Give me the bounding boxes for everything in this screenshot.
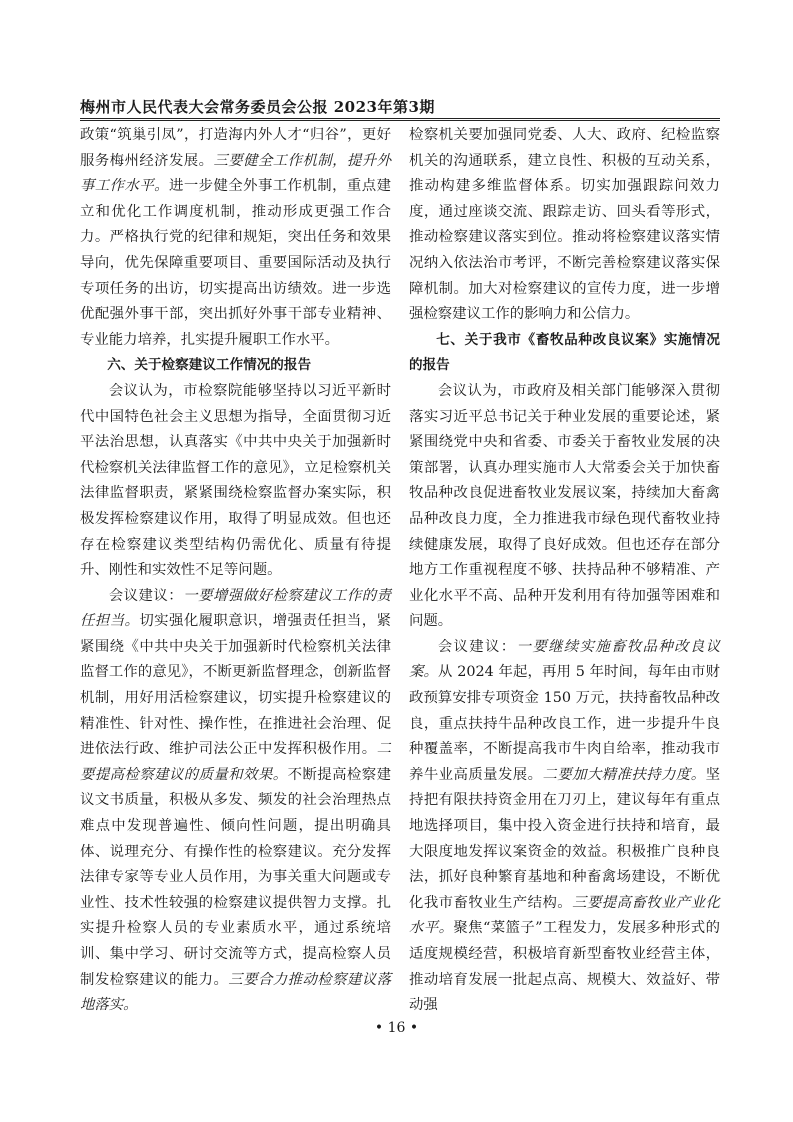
right-column — [409, 123, 720, 1019]
text-run: 不断提高检察建议文书质量，积极从多发、频发的社会治理热点难点中发现普遍性、倾向性问题，提出明确具体、说理充分、有操作性的检察建议。充分发挥法律专家等专业人员作用，为事关重大问题或专业性、技术性较强的检察建议提供智力支撑。扎实提升检察人员的专业素质水平，通过系统培训、集中学习、研讨交流等方式，提高检察人员制发检察建议的能力。 — [80, 766, 391, 988]
page-header: 梅州市人民代表大会常务委员会公报 2023年第3期 — [80, 98, 435, 116]
text-run: 聚焦“菜篮子”工程发力，发展多种形式的适度规模经营，积极培育新型畜牧业经营主体，推动培育发展一批起点高、规模大、效益好、带动强 — [409, 920, 720, 1014]
emphasis-run: 一要增强做好检察建议工作的责任担当。 — [80, 587, 391, 630]
text-run: 从 2024 年起，再用 5 年时间，每年由市财政预算安排专项资金 150 万元，扶持畜牧品种改良，重点扶持牛品种改良工作，进一步提升牛良种覆盖率，不断提高我市牛肉自给率，推动我市养牛业高质量发展。 — [409, 664, 720, 783]
paragraph: 检察机关要加强同党委、人大、政府、纪检监察机关的沟通联系，建立良性、积极的互动关系，推动构建多维监督体系。切实加强跟踪问效力度，通过座谈交流、跟踪走访、回头看等形式，推动检察建议落实到位。推动将检察建议落实情况纳入依法治市考评，不断完善检察建议落实保障机制。加大对检察建议的宣传力度，进一步增强检察建议工作的影响力和公信力。 — [409, 127, 720, 323]
emphasis-run: 三要健全工作机制，提升外事工作水平。 — [80, 152, 391, 195]
text-run: 进一步健全外事工作机制，重点建立和优化工作调度机制，推动形成更强工作合力。严格执行党的纪律和规矩，突出任务和效果导向，优先保障重要项目、重要国际活动及执行专项任务的出访，切实提高出访绩效。进一步选优配强外事干部，突出抓好外事干部专业精神、专业能力培养，扎实提升履职工作水平。 — [80, 178, 391, 348]
text-run: 会议建议： — [108, 587, 184, 604]
paragraph: 会议认为，市政府及相关部门能够深入贯彻落实习近平总书记关于种业发展的重要论述，紧紧围绕党中央和省委、市委关于畜牧业发展的决策部署，认真办理实施市人大常委会关于加快畜牧品种改良促进畜牧业发展议案，持续加大畜禽品种改良力度，全力推进我市绿色现代畜牧业持续健康发展，取得了良好成效。但也还存在部分地方工作重视程度不够、扶持品种不够精准、产业化水平不高、品种开发利用有待加强等困难和问题。 — [409, 382, 720, 630]
text-run: 坚持把有限扶持资金用在刀刃上，建议每年有重点地选择项目，集中投入资金进行扶持和培育，最大限度地发挥议案资金的效益。积极推广良种良法，抓好良种繁育基地和种畜禽场建设，不断优化我市畜牧业生产结构。 — [409, 766, 720, 911]
paragraph — [409, 635, 720, 1019]
emphasis-run: 三要合力推动检察建议落地落实。 — [80, 971, 391, 1014]
text-run: 政策“筑巢引凤”，打造海内外人才“归谷”，更好服务梅州经济发展。 — [80, 127, 391, 169]
paragraph — [80, 123, 391, 353]
emphasis-run: 二要提高检察建议的质量和效果。 — [80, 741, 391, 783]
text-run: 切实强化履职意识，增强责任担当，紧紧围绕《中共中央关于加强新时代检察机关法律监督工作的意见》，不断更新监督理念，创新监督机制，用好用活检察建议，切实提升检察建议的精准性、针对性、操作性，在推进社会治理、促进依法行政、维护司法公正中发挥积极作用。 — [80, 613, 391, 758]
emphasis-run: 一要继续实施畜牧品种改良议案。 — [409, 638, 720, 681]
paragraph: 会议认为，市检察院能够坚持以习近平新时代中国特色社会主义思想为指导，全面贯彻习近平法治思想，认真落实《中共中央关于加强新时代检察机关法律监督工作的意见》，立足检察机关法律监督职责，紧紧围绕检察监督办案实际，积极发挥检察建议作用，取得了明显成效。但也还存在检察建议类型结构仍需优化、质量有待提升、刚性和实效性不足等问题。 — [80, 382, 391, 579]
section-title-6: 六、关于检察建议工作情况的报告 — [107, 357, 312, 374]
page-number: • 16 • — [374, 1020, 419, 1036]
text-run: 会议建议： — [437, 638, 517, 655]
section-title-7: 七、关于我市《畜牧品种改良议案》实施情况的报告 — [409, 331, 720, 374]
emphasis-run: 二要加大精准扶持力度。 — [542, 766, 706, 783]
left-column — [80, 123, 391, 1019]
header-divider — [80, 118, 720, 121]
paragraph — [80, 584, 391, 1019]
emphasis-run: 三要提高畜牧业产业化水平。 — [409, 894, 720, 937]
